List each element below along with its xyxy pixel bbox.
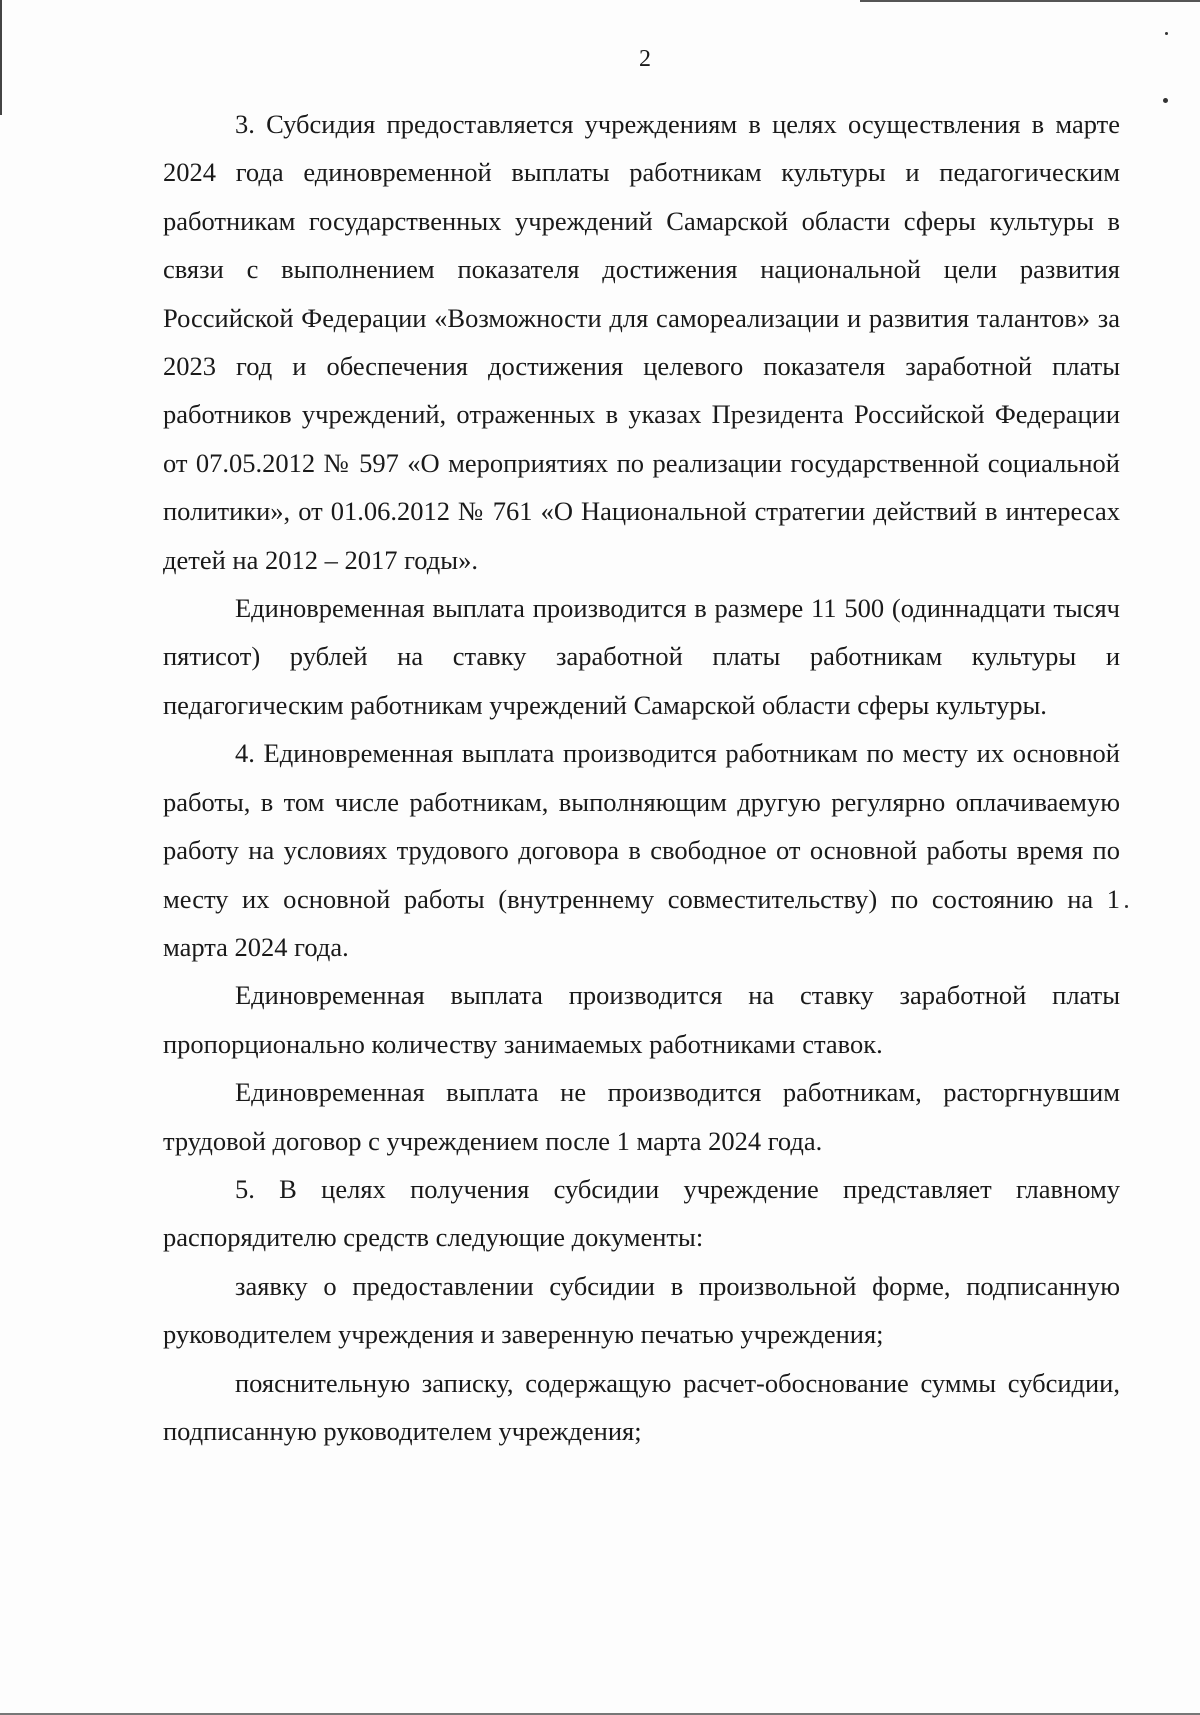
paragraph-payment-amount: Единовременная выплата производится в размере 11 500 (одиннадцати тысяч пятисот) рублей на ставку заработной платы работникам культуры и педагогическим работникам учреждений Самарской области сферы культуры. [163,593,1120,720]
paragraph-application-request: заявку о предоставлении субсидии в произвольной форме, подписанную руководителем учреждения и заверенную печатью учреждения; [163,1270,1120,1350]
scan-speck [1125,905,1128,908]
paragraph-payment-exclusion: Единовременная выплата не производится работникам, расторгнувшим трудовой договор с учреждением после 1 марта 2024 года. [163,1077,1120,1156]
scan-edge-top [860,0,1200,2]
paragraph-item-5: 5. В целях получения субсидии учреждение представляет главному распорядителю средств следующие документы: [163,1173,1120,1253]
page-number: 2 [639,46,651,72]
document-body [163,100,1120,1455]
paragraph-item-3: 3. Субсидия предоставляется учреждениям в целях осуществления в марте 2024 года единовременной выплаты работникам культуры и педагогическим работникам государственных учреждений Самарской области сферы культуры в связи с выполнением показателя достижения национальной цели развития Российской Федерации «Возможности для самореализации и развития талантов» за 2023 год и обеспечения достижения целевого показателя заработной платы работников учреждений, отраженных в указах Президента Российской Федерации от 07.05.2012 № 597 «О мероприятиях по реализации государственной социальной политики», от 01.06.2012 № 761 «О Национальной стратегии действий в интересах детей на 2012 – 2017 годы». [163,109,1120,575]
paragraph-payment-rate: Единовременная выплата производится на ставку заработной платы пропорционально количеству занимаемых работниками ставок. [163,980,1120,1059]
paragraph-item-4: 4. Единовременная выплата производится работникам по месту их основной работы, в том числе работникам, выполняющим другую регулярно оплачиваемую работу на условиях трудового договора в свободное от основной работы время по месту их основной работы (внутреннему совместительству) по состоянию на 1 марта 2024 года. [163,738,1120,962]
paragraph-explanatory-note: пояснительную записку, содержащую расчет-обоснование суммы субсидии, подписанную руководителем учреждения; [163,1367,1120,1446]
scan-speck [1165,32,1168,35]
scan-speck [1163,98,1168,103]
